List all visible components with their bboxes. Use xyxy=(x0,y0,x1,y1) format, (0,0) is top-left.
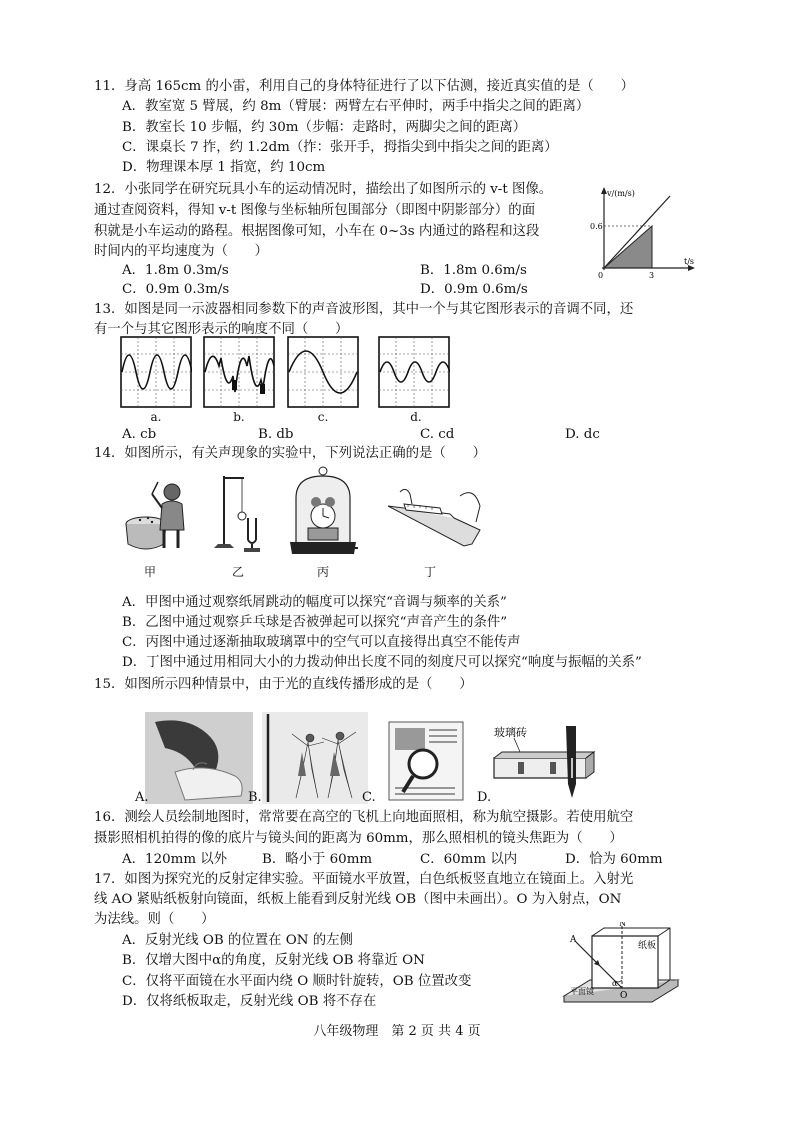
q13-option-a: A. cb xyxy=(122,427,157,442)
q14-caption-jia: 甲 xyxy=(143,565,156,579)
q16-option-a: A．120mm 以外 xyxy=(122,852,228,867)
q16-option-b: B．略小于 60mm xyxy=(262,852,373,867)
vt-origin: 0 xyxy=(598,271,604,280)
q13-caption-d: d. xyxy=(410,410,422,424)
glass-block-label: 玻璃砖 xyxy=(494,726,527,739)
oscilloscope-c xyxy=(287,336,359,408)
q17-option-c: C．仅将平面镜在水平面内绕 O 顺时针旋转，OB 位置改变 xyxy=(122,974,472,989)
q13-caption-a: a. xyxy=(150,410,162,424)
q12-line4: 时间内的平均速度为（ ） xyxy=(94,244,269,259)
q15-label-d: D. xyxy=(477,790,492,805)
q16-line1: 16．测绘人员绘制地图时，常常要在高空的飞机上向地面照相，称为航空摄影。若使用航空 xyxy=(94,810,634,825)
q12-line3: 积就是小车运动的路程。根据图像可知，小车在 0~3s 内通过的路程和这段 xyxy=(94,224,540,239)
oscilloscope-d xyxy=(378,336,450,408)
vt-x-label: t/s xyxy=(684,257,695,266)
label-o: O xyxy=(620,991,628,1001)
q15-stem: 15．如图所示四种情景中，由于光的直线传播形成的是（ ） xyxy=(94,677,473,692)
label-n: N xyxy=(619,922,626,928)
q14-option-a: A．甲图中通过观察纸屑跳动的幅度可以探究“音调与频率的关系” xyxy=(122,595,507,610)
q13-line2: 有一个与其它图形表示的响度不同（ ） xyxy=(94,322,349,337)
q14-caption-bing: 丙 xyxy=(316,565,329,579)
oscilloscope-b xyxy=(203,336,275,408)
reflection-setup-figure xyxy=(562,922,688,1014)
q12-option-d: D．0.9m 0.6m/s xyxy=(420,282,528,297)
q14-option-c: C．丙图中通过逐渐抽取玻璃罩中的空气可以直接得出真空不能传声 xyxy=(122,635,521,650)
oscilloscope-a xyxy=(120,336,192,408)
label-board: 纸板 xyxy=(638,941,657,951)
q17-line3: 为法线。则（ ） xyxy=(94,912,215,927)
q15-label-a: A. xyxy=(135,790,149,805)
fig-15d-glass-block xyxy=(490,722,610,806)
label-mirror: 平面镜 xyxy=(570,987,594,996)
q12-line2: 通过查阅资料，得知 v-t 图像与坐标轴所包围部分（即图中阴影部分）的面 xyxy=(94,203,536,218)
q12-option-c: C．0.9m 0.3m/s xyxy=(122,282,230,297)
vt-shaded-area xyxy=(604,226,652,268)
label-a: A xyxy=(570,935,577,945)
q17-option-d: D．仅将纸板取走，反射光线 OB 将不存在 xyxy=(122,994,377,1009)
q16-option-c: C．60mm 以内 xyxy=(420,852,518,867)
q11-option-a: A．教室宽 5 臂展，约 8m（臂展：两臂左右平伸时，两手中指尖之间的距离） xyxy=(122,99,590,114)
q11-option-b: B．教室长 10 步幅，约 30m（步幅：走路时，两脚尖之间的距离） xyxy=(122,120,527,135)
q14-option-d: D．丁图中通过用相同大小的力拨动伸出长度不同的刻度尺可以探究“响度与振幅的关系” xyxy=(122,655,642,670)
q15-label-b: B. xyxy=(248,790,262,805)
q13-caption-c: c. xyxy=(317,410,329,424)
q13-option-b: B. db xyxy=(258,427,294,442)
q14-caption-ding: 丁 xyxy=(423,565,436,579)
q15-label-c: C. xyxy=(362,790,376,805)
q16-line2: 摄影照相机拍得的像的底片与镜头间的距离为 60mm，那么照相机的镜头焦距为（ ） xyxy=(94,831,623,846)
q17-line1: 17．如图为探究光的反射定律实验。平面镜水平放置，白色纸板竖直地立在镜面上。入射光 xyxy=(94,872,634,887)
q13-option-d: D. dc xyxy=(565,427,600,442)
q12-option-b: B．1.8m 0.6m/s xyxy=(420,263,527,278)
vt-graph xyxy=(588,184,698,284)
q13-line1: 13．如图是同一示波器相同参数下的声音波形图，其中一个与其它图形表示的音调不同，还 xyxy=(94,302,634,317)
q11-stem: 11．身高 165cm 的小雷，利用自己的身体特征进行了以下估测，接近真实值的是（ ） xyxy=(94,79,634,94)
label-alpha: α xyxy=(612,979,618,988)
q17-line2: 线 AO 紧贴纸板射向镜面，纸板上能看到反射光线 OB（图中未画出）。O 为入射点，ON xyxy=(94,892,622,907)
q13-caption-b: b. xyxy=(233,410,245,424)
q17-option-b: B．仅增大图中α的角度，反射光线 OB 将靠近 ON xyxy=(122,953,425,968)
q12-option-a: A．1.8m 0.3m/s xyxy=(122,263,229,278)
page-footer: 八年级物理 第 2 页 共 4 页 xyxy=(313,1024,481,1039)
q12-line1: 12．小张同学在研究玩具小车的运动情况时，描绘出了如图所示的 v-t 图像。 xyxy=(94,182,553,197)
vt-x-tick: 3 xyxy=(649,271,655,280)
fig-15c-magnifier xyxy=(385,718,471,804)
fig-bing-bell-jar xyxy=(288,462,358,558)
vt-y-tick: 0.6 xyxy=(590,222,603,231)
q13-option-c: C. cd xyxy=(420,427,455,442)
q14-option-b: B．乙图中通过观察乒乓球是否被弹起可以探究“声音产生的条件” xyxy=(122,615,508,630)
q11-option-c: C．课桌长 7 拃，约 1.2dm（拃：张开手，拇指尖到中指尖之间的距离） xyxy=(122,140,558,155)
fig-jia-drum xyxy=(124,468,194,554)
q16-option-d: D．恰为 60mm xyxy=(565,852,663,867)
q14-stem: 14．如图所示，有关声现象的实验中，下列说法正确的是（ ） xyxy=(94,446,486,461)
q11-option-d: D．物理课本厚 1 指宽，约 10cm xyxy=(122,160,326,175)
fig-yi-tuning-fork xyxy=(210,468,270,554)
q17-option-a: A．反射光线 OB 的位置在 ON 的左侧 xyxy=(122,933,353,948)
vt-y-label: v/(m/s) xyxy=(607,189,635,198)
fig-ding-ruler xyxy=(384,486,484,552)
q14-caption-yi: 乙 xyxy=(231,565,244,579)
